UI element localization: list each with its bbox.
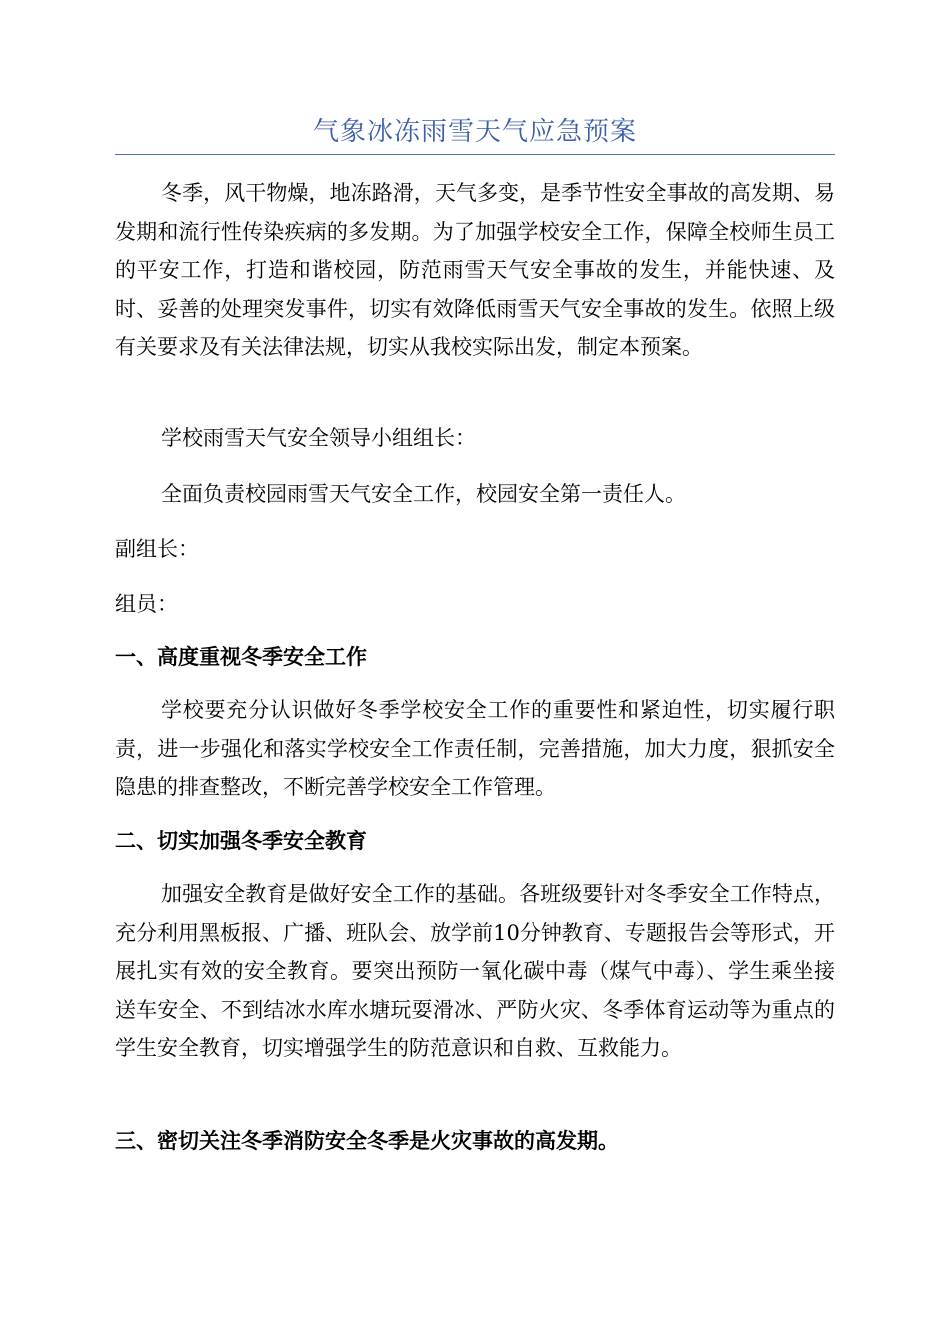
deputy-label: 副组长：: [115, 537, 199, 561]
members-label: 组员：: [115, 592, 178, 616]
title-underline: [115, 154, 835, 155]
section-heading-2: 二、切实加强冬季安全教育: [115, 828, 367, 853]
page-title: 气象冰冻雨雪天气应急预案: [312, 117, 637, 147]
intro-paragraph: 冬季，风干物燥，地冻路滑，天气多变，是季节性安全事故的高发期、易发期和流行性传染疾病的多发期。为了加强学校安全工作，保障全校师生员工的平安工作，打造和谐校园，防范雨雪天气安全事故的发生，并能快速、及时、妥善的处理突发事件，切实有效降低雨雪天气安全事故的发生。依照上级有关要求及有关法律法规，切实从我校实际出发，制定本预案。: [115, 181, 835, 359]
section-body-1: 学校要充分认识做好冬季学校安全工作的重要性和紧迫性，切实履行职责，进一步强化和落实学校安全工作责任制，完善措施，加大力度，狠抓安全隐患的排查整改，不断完善学校安全工作管理。: [115, 698, 835, 799]
leader-label: 学校雨雪天气安全领导小组组长：: [161, 426, 476, 450]
section-heading-1: 一、高度重视冬季安全工作: [115, 644, 367, 669]
section-body-2: 加强安全教育是做好安全工作的基础。各班级要针对冬季安全工作特点，充分利用黑板报、广播、班队会、放学前10分钟教育、专题报告会等形式，开展扎实有效的安全教育。要突出预防一氧化碳中毒（煤气中毒）、学生乘坐接送车安全、不到结冰水库水塘玩耍滑冰、严防火灾、冬季体育运动等为重点的学生安全教育，切实增强学生的防范意识和自救、互救能力。: [115, 882, 835, 1060]
section-heading-3: 三、密切关注冬季消防安全冬季是火灾事故的高发期。: [115, 1128, 619, 1153]
leader-duty: 全面负责校园雨雪天气安全工作，校园安全第一责任人。: [161, 482, 686, 506]
